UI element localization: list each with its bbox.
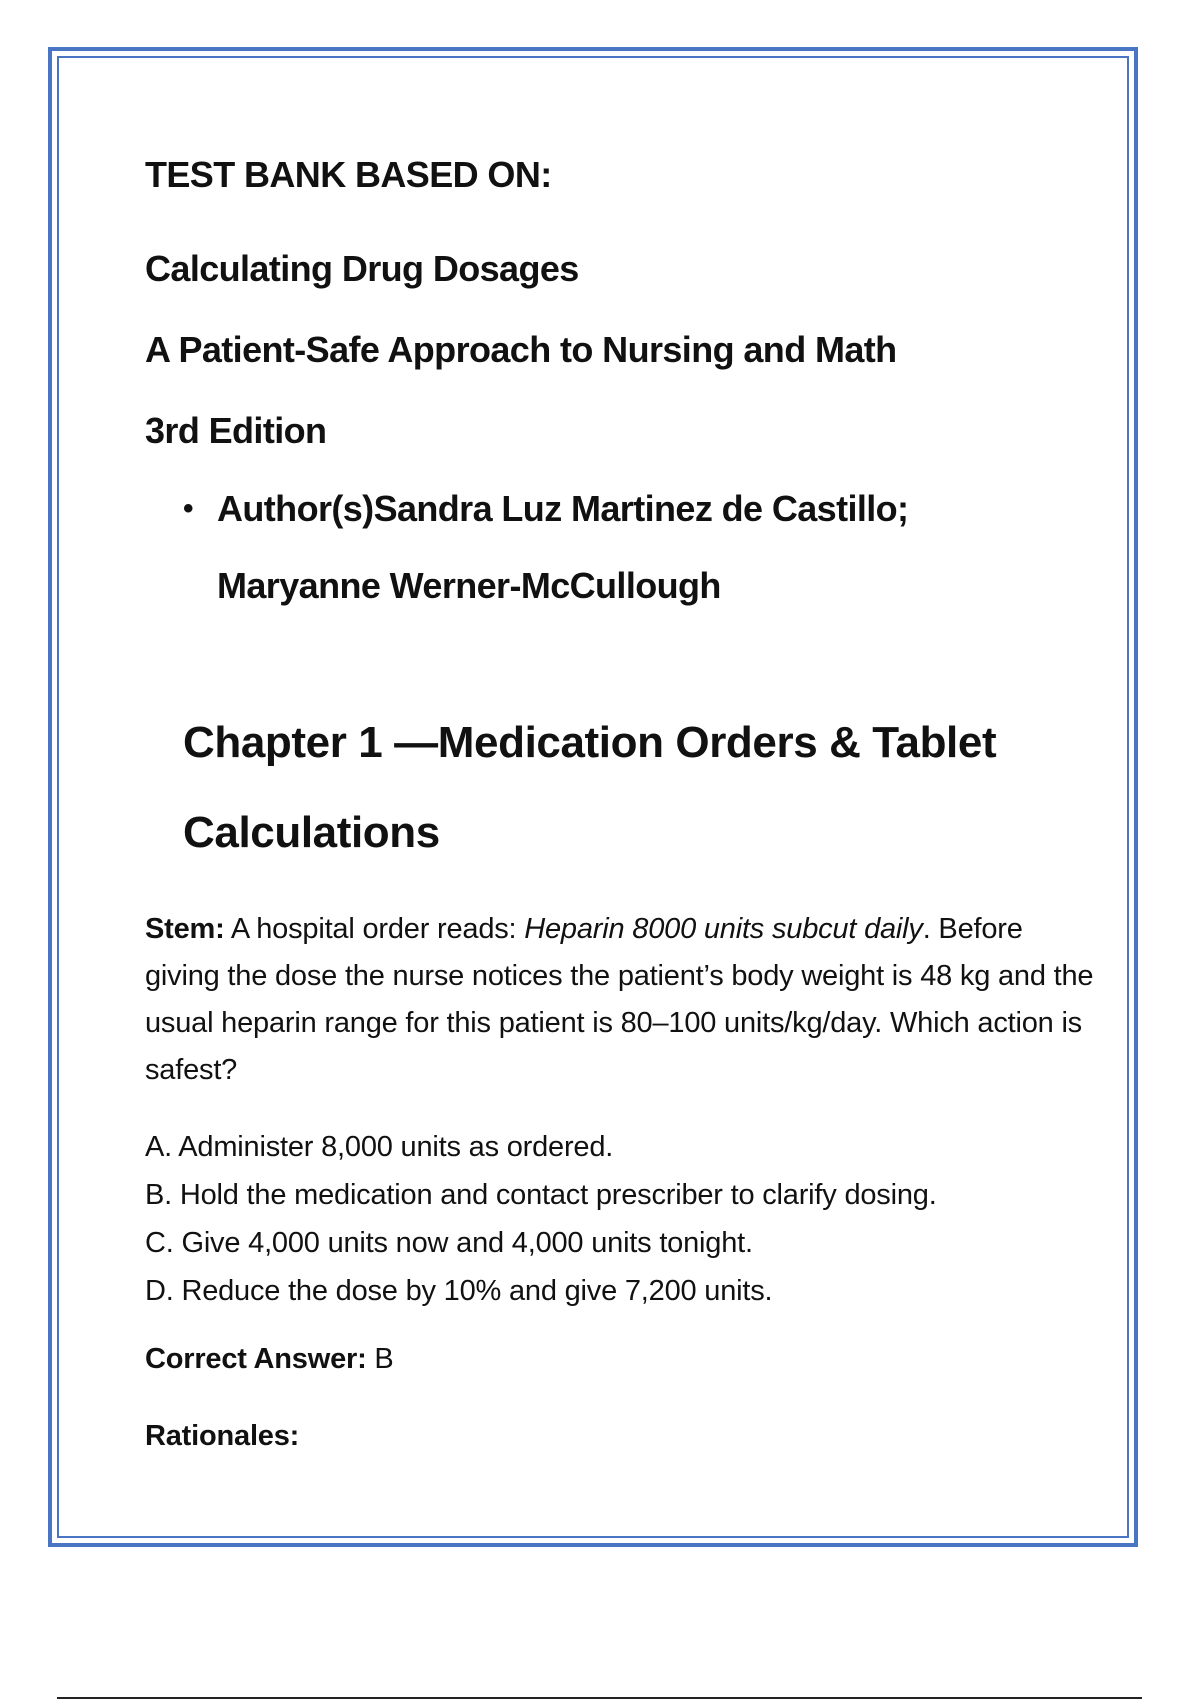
document-content [145, 150, 1095, 1489]
author-list-item [183, 487, 1095, 608]
book-title: Calculating Drug Dosages [145, 248, 579, 289]
test-bank-label: TEST BANK BASED ON: [145, 154, 552, 195]
correct-answer [145, 1335, 1095, 1383]
bullet-icon: • [183, 492, 193, 525]
stem-order: Heparin 8000 units subcut daily [524, 913, 923, 945]
correct-answer-label: Correct Answer: [145, 1343, 367, 1375]
author-list [145, 487, 1095, 608]
book-subtitle: A Patient-Safe Approach to Nursing and Math [145, 329, 897, 370]
option-a: A. Administer 8,000 units as ordered. [145, 1131, 614, 1163]
answer-options [145, 1123, 1095, 1315]
rationales-label: Rationales: [145, 1420, 300, 1452]
authors-line-1: Author(s)Sandra Luz Martinez de Castillo; [217, 488, 909, 529]
option-d: D. Reduce the dose by 10% and give 7,200 units. [145, 1275, 773, 1307]
option-c: C. Give 4,000 units now and 4,000 units tonight. [145, 1227, 753, 1259]
chapter-heading: Chapter 1 —Medication Orders & Tablet Calculations [183, 718, 997, 857]
stem-intro: A hospital order reads: [224, 913, 525, 945]
authors-line-2: Maryanne Werner-McCullough [217, 565, 721, 606]
stem-rest: . Before giving the dose the nurse notices the patient’s body weight is 48 kg and the usual heparin range for this patient is 80–100 units/kg/day. Which action is safest? [145, 913, 1094, 1086]
book-edition: 3rd Edition [145, 410, 327, 451]
option-b: B. Hold the medication and contact prescriber to clarify dosing. [145, 1179, 937, 1211]
question-stem [145, 906, 1095, 1094]
bottom-divider [57, 1697, 1142, 1699]
correct-answer-value: B [366, 1343, 394, 1375]
stem-label: Stem: [145, 913, 225, 945]
